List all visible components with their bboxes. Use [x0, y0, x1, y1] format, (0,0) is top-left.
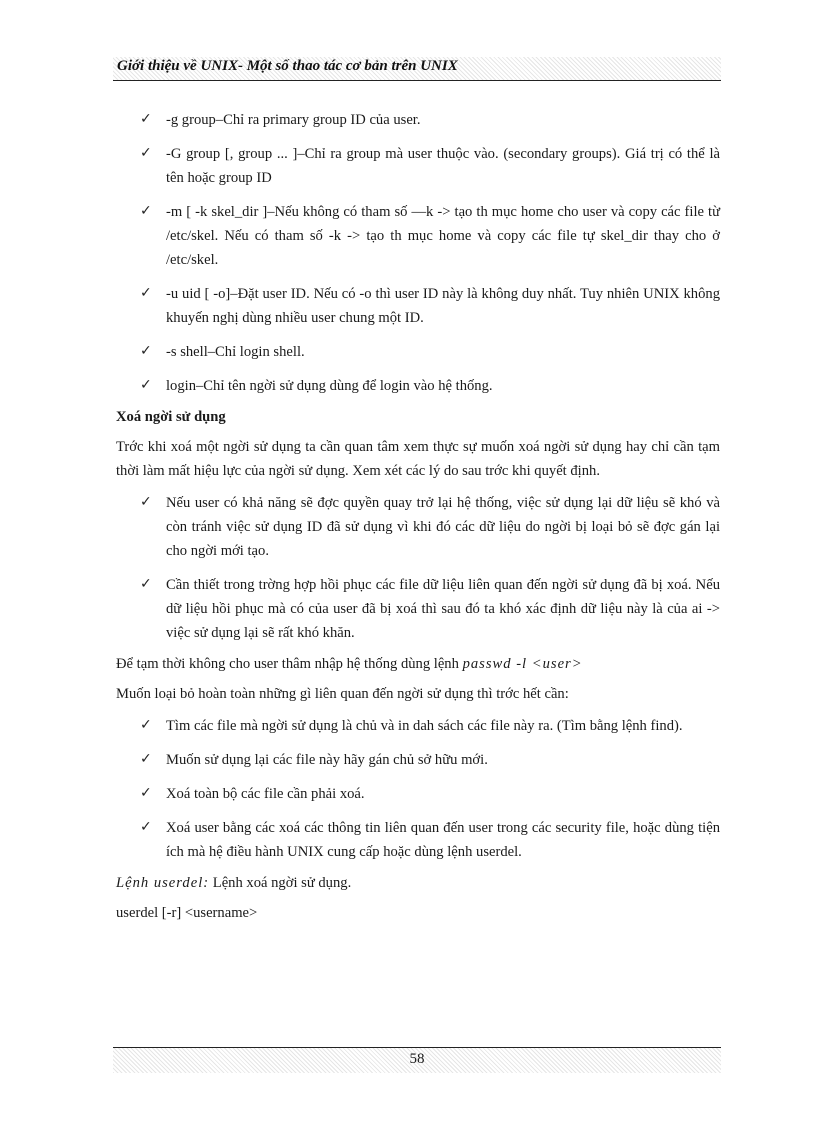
checkmark-icon: ✓	[140, 819, 152, 835]
reason-text: Nếu user có khả năng sẽ đợc quyền quay trở lại hệ thống, việc sử dụng lại dữ liệu sẽ khó và còn tránh việc sử dụng ID đã sử dụng vì khi đó các dữ liệu do ngời bị loại bỏ sẽ đợc gán lại cho ngời mới tạo.	[166, 495, 720, 559]
checkmark-icon: ✓	[140, 203, 152, 219]
userdel-description: Lệnh xoá ngời sử dụng.	[212, 875, 352, 891]
checkmark-icon: ✓	[140, 717, 152, 733]
page-header-title: Giới thiệu về UNIX- Một số thao tác cơ bản trên UNIX	[117, 58, 458, 74]
section-intro: Trớc khi xoá một ngời sử dụng ta cần quan tâm xem thực sự muốn xoá ngời sử dụng hay chỉ cần tạm thời làm mất hiệu lực của ngời sử dụng. Xem xét các lý do sau trớc khi quyết định.	[116, 439, 720, 479]
option-text: -u uid [ -o]–Đặt user ID. Nếu có -o thì user ID này là không duy nhất. Tuy nhiên UNIX không khuyến nghị dùng nhiều user chung một ID.	[166, 286, 720, 326]
checkmark-icon: ✓	[140, 111, 152, 127]
section-title: Xoá ngời sử dụng	[116, 409, 226, 425]
checkmark-icon: ✓	[140, 576, 152, 592]
option-item	[116, 142, 720, 190]
step-text: Muốn sử dụng lại các file này hãy gán chủ sở hữu mới.	[166, 752, 488, 768]
passwd-command: passwd -l <user>	[462, 656, 583, 672]
option-text: -s shell–Chỉ login shell.	[166, 344, 305, 360]
reason-item	[116, 491, 720, 563]
option-text: -g group–Chỉ ra primary group ID của user.	[166, 112, 421, 128]
option-text: login–Chỉ tên ngời sử dụng dùng để login vào hệ thống.	[166, 378, 493, 394]
page-content	[116, 108, 720, 933]
temp-disable-paragraph	[116, 652, 720, 676]
option-item	[116, 340, 720, 364]
userdel-syntax: userdel [-r] <username>	[116, 905, 258, 921]
userdel-label: Lệnh userdel:	[116, 875, 210, 891]
page-footer	[113, 1047, 721, 1073]
page-number: 58	[409, 1051, 425, 1067]
option-item	[116, 108, 720, 132]
step-item	[116, 782, 720, 806]
checkmark-icon: ✓	[140, 785, 152, 801]
reason-item	[116, 573, 720, 645]
checkmark-icon: ✓	[140, 377, 152, 393]
option-text: -m [ -k skel_dir ]–Nếu không có tham số —k -> tạo th mục home cho user và copy các file từ /etc/skel. Nếu có tham số -k -> tạo th mục home và copy các file tự skel_dir thay cho ở /etc/skel.	[166, 204, 720, 268]
full-remove-paragraph: Muốn loại bỏ hoàn toàn những gì liên quan đến ngời sử dụng thì trớc hết cần:	[116, 686, 569, 702]
option-item	[116, 282, 720, 330]
option-item	[116, 200, 720, 272]
step-item	[116, 816, 720, 864]
reason-text: Cần thiết trong trờng hợp hồi phục các file dữ liệu liên quan đến ngời sử dụng đã bị xoá. Nếu dữ liệu hồi phục mà có của user đã bị xoá thì sau đó ta khó xác định dữ liệu này là của ai -> việc sử dụng lại sẽ rất khó khăn.	[166, 577, 720, 641]
checkmark-icon: ✓	[140, 145, 152, 161]
step-item	[116, 748, 720, 772]
option-text: -G group [, group ... ]–Chỉ ra group mà user thuộc vào. (secondary groups). Giá trị có thể là tên hoặc group ID	[166, 146, 720, 186]
checkmark-icon: ✓	[140, 285, 152, 301]
step-item	[116, 714, 720, 738]
option-item	[116, 374, 720, 398]
checkmark-icon: ✓	[140, 751, 152, 767]
checkmark-icon: ✓	[140, 343, 152, 359]
page-header	[113, 57, 721, 81]
checkmark-icon: ✓	[140, 494, 152, 510]
userdel-paragraph	[116, 871, 720, 895]
temp-disable-text: Để tạm thời không cho user thâm nhập hệ thống dùng lệnh	[116, 656, 459, 672]
step-text: Xoá toàn bộ các file cần phải xoá.	[166, 786, 365, 802]
step-text: Xoá user bằng các xoá các thông tin liên quan đến user trong các security file, hoặc dùng tiện ích mà hệ điều hành UNIX cung cấp hoặc dùng lệnh userdel.	[166, 820, 720, 860]
step-text: Tìm các file mà ngời sử dụng là chủ và in dah sách các file này ra. (Tìm bằng lệnh find).	[166, 718, 683, 734]
